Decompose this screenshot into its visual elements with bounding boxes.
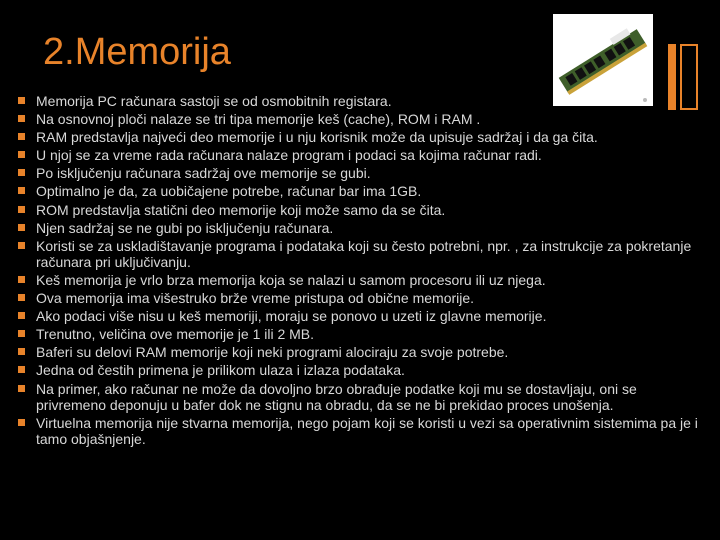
bullet-square-icon (18, 366, 25, 373)
bullet-square-icon (18, 206, 25, 213)
bullet-item: Njen sadržaj se ne gubi po isključenju računara. (18, 220, 698, 236)
bullet-square-icon (18, 348, 25, 355)
bullet-square-icon (18, 97, 25, 104)
bullet-item: Koristi se za uskladištavanje programa i podataka koji su često potrebni, npr. , za instrukcije za pokretanje računara pri uključivanju. (18, 238, 698, 270)
bullet-square-icon (18, 151, 25, 158)
bullet-square-icon (18, 419, 25, 426)
bullet-square-icon (18, 187, 25, 194)
bullet-square-icon (18, 169, 25, 176)
bullet-square-icon (18, 294, 25, 301)
bullet-square-icon (18, 115, 25, 122)
bullet-item: Memorija PC računara sastoji se od osmobitnih registara. (18, 93, 698, 109)
bullet-item: Na osnovnoj ploči nalaze se tri tipa memorije keš (cache), ROM i RAM . (18, 111, 698, 127)
bullet-item: Virtuelna memorija nije stvarna memorija, nego pojam koji se koristi u vezi sa operativnim sistemima pa je i tamo objašnjenje. (18, 415, 698, 447)
bullet-item: Ako podaci više nisu u keš memoriji, moraju se ponovo u uzeti iz glavne memorije. (18, 308, 698, 324)
bullet-item: ROM predstavlja statični deo memorije koji može samo da se čita. (18, 202, 698, 218)
bullet-square-icon (18, 330, 25, 337)
bullet-item: Trenutno, veličina ove memorije je 1 ili 2 MB. (18, 326, 698, 342)
bullet-square-icon (18, 276, 25, 283)
bullet-square-icon (18, 242, 25, 249)
bullet-item: Keš memorija je vrlo brza memorija koja se nalazi u samom procesoru ili uz njega. (18, 272, 698, 288)
bullet-item: Baferi su delovi RAM memorije koji neki programi alociraju za svoje potrebe. (18, 344, 698, 360)
bullet-item: Optimalno je da, za uobičajene potrebe, računar bar ima 1GB. (18, 183, 698, 199)
bullet-list (18, 93, 698, 449)
bullet-item: RAM predstavlja najveći deo memorije i u nju korisnik može da upisuje sadržaj i da ga čita. (18, 129, 698, 145)
bullet-item: Na primer, ako računar ne može da dovoljno brzo obrađuje podatke koji mu se dostavljaju, oni se privremeno deponuju u bafer dok ne stignu na obradu, da se ne bi prekidao proces unošenja. (18, 381, 698, 413)
bullet-item: U njoj se za vreme rada računara nalaze program i podaci sa kojima računar radi. (18, 147, 698, 163)
bullet-item: Ova memorija ima višestruko brže vreme pristupa od obične memorije. (18, 290, 698, 306)
bullet-square-icon (18, 224, 25, 231)
slide-title: 2.Memorija (43, 31, 231, 73)
bullet-item: Jedna od čestih primena je prilikom ulaza i izlaza podataka. (18, 362, 698, 378)
bullet-item: Po isključenju računara sadržaj ove memorije se gubi. (18, 165, 698, 181)
bullet-square-icon (18, 133, 25, 140)
bullet-square-icon (18, 385, 25, 392)
bullet-square-icon (18, 312, 25, 319)
